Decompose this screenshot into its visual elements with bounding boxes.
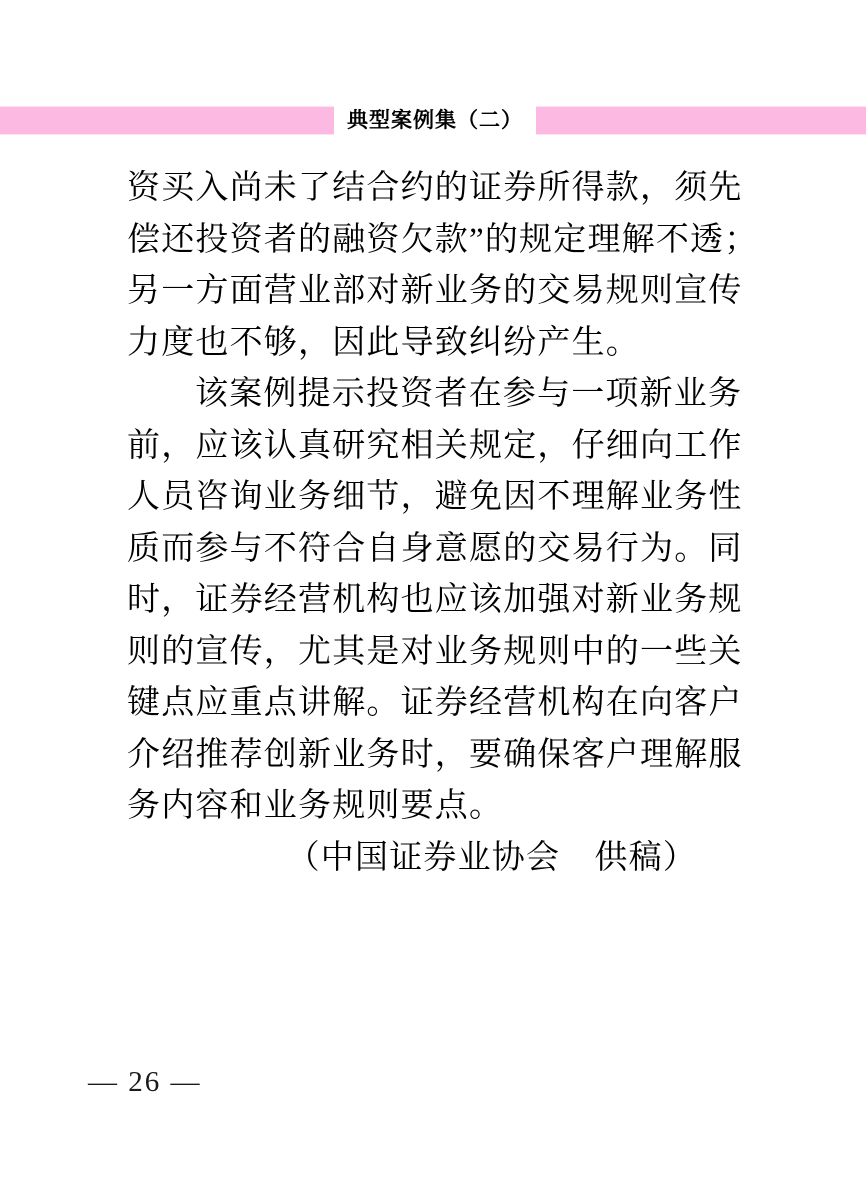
text-line: 另一方面营业部对新业务的交易规则宣传 bbox=[127, 273, 743, 309]
page-header bbox=[0, 107, 866, 134]
text-line: 资买入尚未了结合约的证券所得款，须先 bbox=[127, 170, 743, 206]
text-line: 时，证券经营机构也应该加强对新业务规 bbox=[127, 582, 743, 618]
attribution: （中国证券业协会 供稿） bbox=[286, 839, 697, 876]
running-head-title: 典型案例集（二） bbox=[347, 108, 523, 132]
text-line-paragraph-start: 该案例提示投资者在参与一项新业务 bbox=[195, 376, 743, 412]
header-rule-left bbox=[0, 107, 334, 134]
text-line: 偿还投资者的融资欠款”的规定理解不透； bbox=[127, 221, 759, 258]
text-line: 人员咨询业务细节，避免因不理解业务性 bbox=[127, 479, 743, 515]
text-line: 务内容和业务规则要点。 bbox=[127, 788, 504, 824]
text-line: 则的宣传，尤其是对业务规则中的一些关 bbox=[127, 633, 743, 670]
text-line: 介绍推荐创新业务时，要确保客户理解服 bbox=[127, 736, 743, 773]
text-line: 前，应该认真研究相关规定，仔细向工作 bbox=[127, 427, 743, 464]
body-text-block bbox=[127, 163, 759, 884]
text-line: 质而参与不符合自身意愿的交易行为。同 bbox=[127, 530, 743, 567]
text-line: 力度也不够，因此导致纠纷产生。 bbox=[127, 324, 640, 361]
header-rule-right bbox=[536, 107, 866, 134]
page-number: — 26 — bbox=[88, 1066, 202, 1098]
text-line: 键点应重点讲解。证券经营机构在向客户 bbox=[127, 685, 743, 721]
